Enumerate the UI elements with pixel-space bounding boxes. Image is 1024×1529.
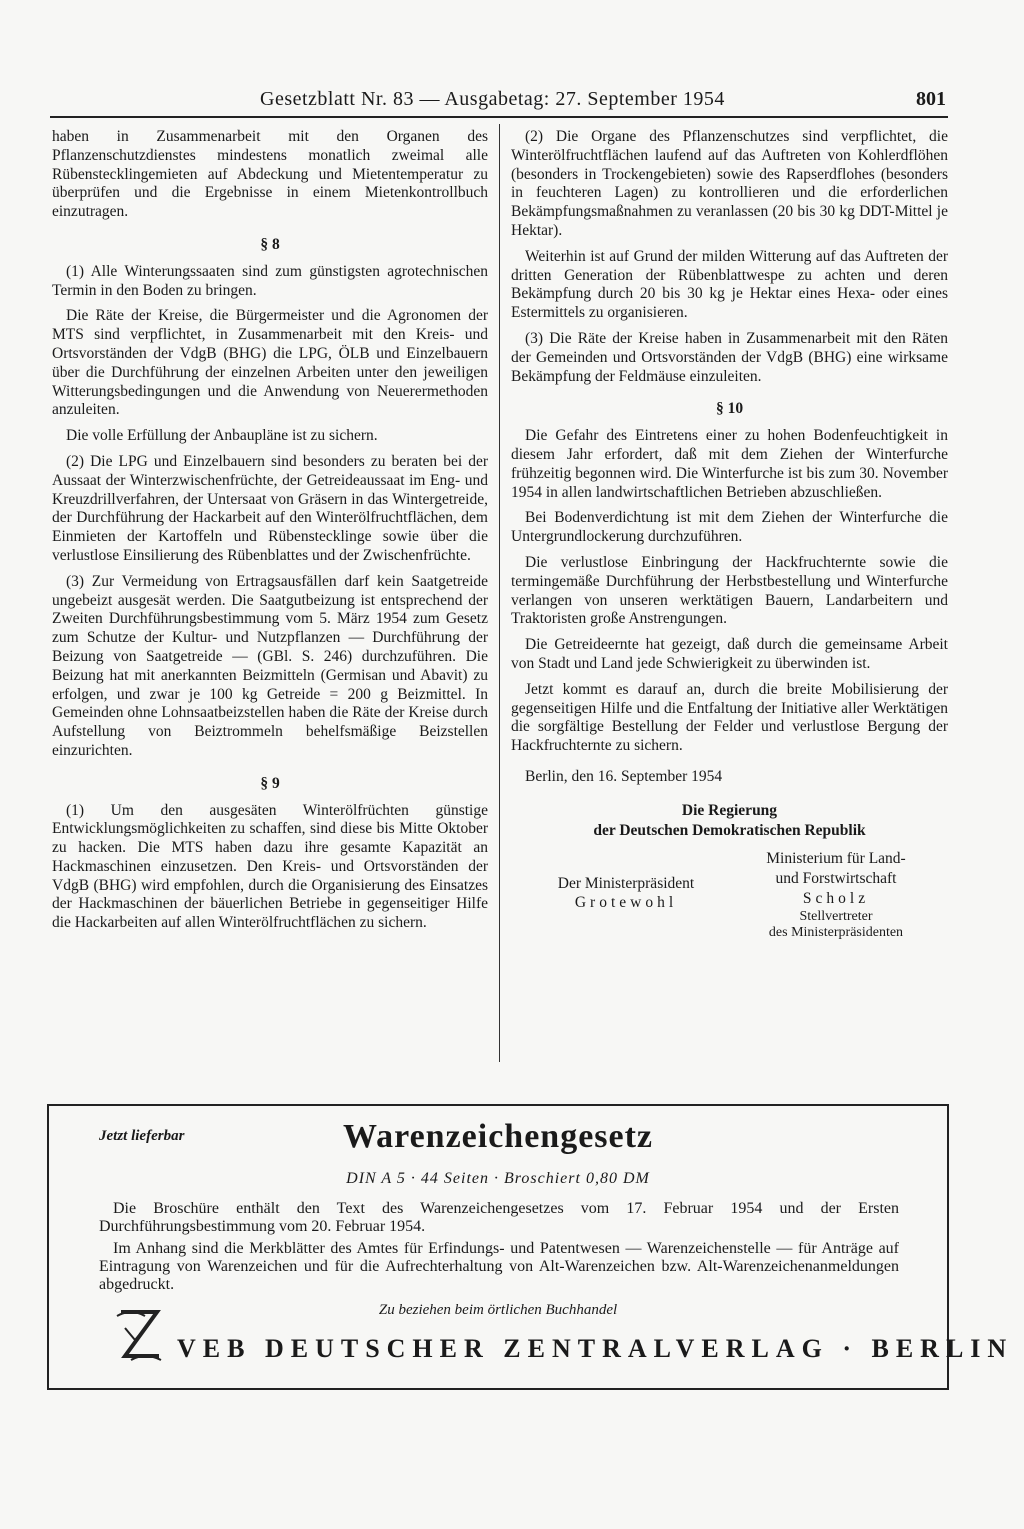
column-divider (499, 124, 500, 1062)
left-column (52, 128, 488, 940)
paragraph: Weiterhin ist auf Grund der milden Witterung auf das Auftreten der dritten Generation der Rübenblattwespe zu achten und deren Bekämpfung durch 20 bis 30 kg je Hektar eines Hexa- oder eines Estermittels zu organisieren. (511, 247, 948, 322)
signature-block (511, 847, 948, 943)
page-number: 801 (916, 88, 946, 110)
signatory-title: Der Ministerpräsident (557, 874, 695, 892)
page-header-title: Gesetzblatt Nr. 83 — Ausgabetag: 27. September 1954 (260, 88, 725, 110)
paragraph: haben in Zusammenarbeit mit den Organen des Pflanzenschutzdienstes mindestens monatlich zweimal alle Rübenstecklingemieten auf Abdeckung und Mietentemperatur zu überprüfen und die Ergebnisse in einem Mietenkontrollbuch einzutragen. (52, 128, 488, 221)
signature-prime-minister (531, 875, 721, 913)
page-header (50, 86, 948, 118)
signatory-role-1: Stellvertreter (799, 908, 873, 924)
ad-title: Warenzeichengesetz (342, 1118, 654, 1155)
place-and-date: Berlin, den 16. September 1954 (525, 767, 723, 785)
paragraph: (1) Um den ausgesäten Winterölfrüchten günstige Entwicklungsmöglichkeiten zu schaffen, sind diese bis Mitte Oktober zu hacken. Die MTS haben dazu ihre gesamte Kapazität an Hackmaschinen einzusetzen. Den Kreis- und Ortsvorständen der VdgB (BHG) wird empfohlen, durch die Organisierung des Einsatzes der Hackmaschinen der bäuerlichen Betriebe in gegenseitiger Hilfe die Hackarbeiten auf allen Winterölfruchtflächen zu sichern. (52, 801, 488, 932)
paragraph: (2) Die Organe des Pflanzenschutzes sind verpflichtet, die Winterölfruchtflächen laufend auf das Auftreten von Kohlerdflöhen (besonders in Trockengebieten) sowie des Rapserdflohes (besonders in feuchteren Lagen) zu kontrollieren und die erforderlichen Bekämpfungsmaßnahmen zu veranlassen (20 bis 30 kg DDT-Mittel je Hektar). (511, 128, 948, 239)
paragraph: (2) Die LPG und Einzelbauern sind besonders zu beraten bei der Aussaat der Winterzwischenfrüchte, der Getreideaussaat im Eng- und Kreuzdrillverfahren, der Untersaat von Gräsern in das Wintergetreide, der Durchführung der Hackarbeit auf den Winterölfruchtflächen, dem Einmieten der Kartoffeln und Rübenstecklinge sowie über die verlustlose Einsilierung des Rübenblattes und der Zwischenfrüchte. (52, 452, 488, 564)
paragraph: Bei Bodenverdichtung ist mit dem Ziehen der Winterfurche die Untergrundlockerung durchzuführen. (511, 509, 948, 546)
ad-availability-label: Jetzt lieferbar (99, 1128, 185, 1144)
paragraph: Die Räte der Kreise, die Bürgermeister und die Agronomen der MTS sind verpflichtet, in Zusammenarbeit mit den Kreis- und Ortsvorständen der VdgB (BHG) die LPG, ÖLB und Einzelbauern über die Durchführung der einzelnen Arbeiten unter den jeweiligen Witterungsbedingungen und die Anwendung von Neuerermethoden anzuleiten. (52, 307, 488, 419)
ad-publisher: VEB DEUTSCHER ZENTRALVERLAG · BERLIN (177, 1334, 1014, 1363)
signatory-name: Scholz (802, 889, 870, 907)
signature-ministry (736, 849, 936, 941)
right-column (511, 128, 948, 943)
paragraph: Die verlustlose Einbringung der Hackfruchternte sowie die termingemäße Durchführung der Herbstbestellung und Winterfurche verlangen von unseren werktätigen Bauern, Landarbeitern und Traktoristen große Anstrengungen. (511, 553, 948, 628)
section-heading: § 10 (715, 400, 744, 418)
paragraph: Die volle Erfüllung der Anbaupläne ist zu sichern. (66, 427, 378, 445)
ministry-line-2: und Forstwirtschaft (775, 869, 897, 887)
paragraph: Die Getreideernte hat gezeigt, daß durch die gemeinsame Arbeit von Stadt und Land jede Schwierigkeit zu überwinden ist. (511, 636, 948, 672)
government-heading (511, 801, 948, 841)
paragraph: Jetzt kommt es darauf an, durch die breite Mobilisierung der gegenseitigen Hilfe und die Entfaltung der Initiative aller Werktätigen die sorgfältige Bestellung der Felder und verlustlose Bergung der Hackfruchternte zu sichern. (511, 680, 948, 755)
signatory-role-2: des Ministerpräsidenten (768, 924, 904, 940)
ministry-line-1: Ministerium für Land- (766, 849, 906, 867)
ad-dealer-note: Zu beziehen beim örtlichen Buchhandel (378, 1302, 618, 1318)
paragraph: (3) Zur Vermeidung von Ertragsausfällen darf kein Saatgetreide ungebeizt ausgesät werden. Die Saatgutbeizung ist entsprechend der Zweiten Durchführungsbestimmung vom 5. März 1954 zum Gesetz zum Schutze der Kultur- und Nutzpflanzen — Durchführung der Beizung von Saatgetreide — (GBl. S. 246) durchzuführen. Die Beizung hat mit anerkannten Beizmitteln (Germisan und Abavit) zu erfolgen, und zwar je 100 kg Getreide = 200 g Beizmittel. In Gemeinden ohne Lohnsaatbeizstellen haben die Räte der Kreise durch Aufstellung von Beiztrommeln behelfsmäßige Beizstellen einzurichten. (52, 572, 488, 759)
section-heading: § 8 (260, 235, 280, 253)
signatory-name: Grotewohl (574, 893, 678, 911)
publisher-logo-icon (111, 1306, 165, 1369)
paragraph: Die Gefahr des Eintretens einer zu hohen Bodenfeuchtigkeit in diesem Jahr erfordert, daß mit dem Ziehen der Winterfurche frühzeitig begonnen wird. Die Winterfurche ist bis zum 30. November 1954 in allen landwirtschaftlichen Betrieben abzuschließen. (511, 427, 948, 501)
paragraph: (3) Die Räte der Kreise haben in Zusammenarbeit mit den Räten der Gemeinden und Ortsvorständen der VdgB (BHG) eine wirksame Bekämpfung der Feldmäuse einzuleiten. (511, 329, 948, 385)
government-line-2: der Deutschen Demokratischen Republik (593, 821, 866, 839)
ad-specifications: DIN A 5 · 44 Seiten · Broschiert 0,80 DM (346, 1170, 650, 1187)
ad-description: Die Broschüre enthält den Text des Warenzeichengesetzes vom 17. Februar 1954 und der Ersten Durchführungsbestimmung vom 20. Februar 1954. (99, 1200, 899, 1235)
ad-appendix-note: Im Anhang sind die Merkblätter des Amtes für Erfindungs- und Patentwesen — Warenzeichenstelle — für Anträge auf Eintragung von Warenzeichen und für die Aufrechterhaltung von Alt-Warenzeichen bzw. Alt-Warenzeichenanmeldungen abgedruckt. (99, 1240, 899, 1293)
section-heading: § 9 (260, 774, 280, 792)
paragraph: (1) Alle Winterungssaaten sind zum günstigsten agrotechnischen Termin in den Boden zu bringen. (52, 262, 488, 299)
advertisement-box (47, 1104, 1014, 1390)
government-line-1: Die Regierung (681, 801, 778, 819)
